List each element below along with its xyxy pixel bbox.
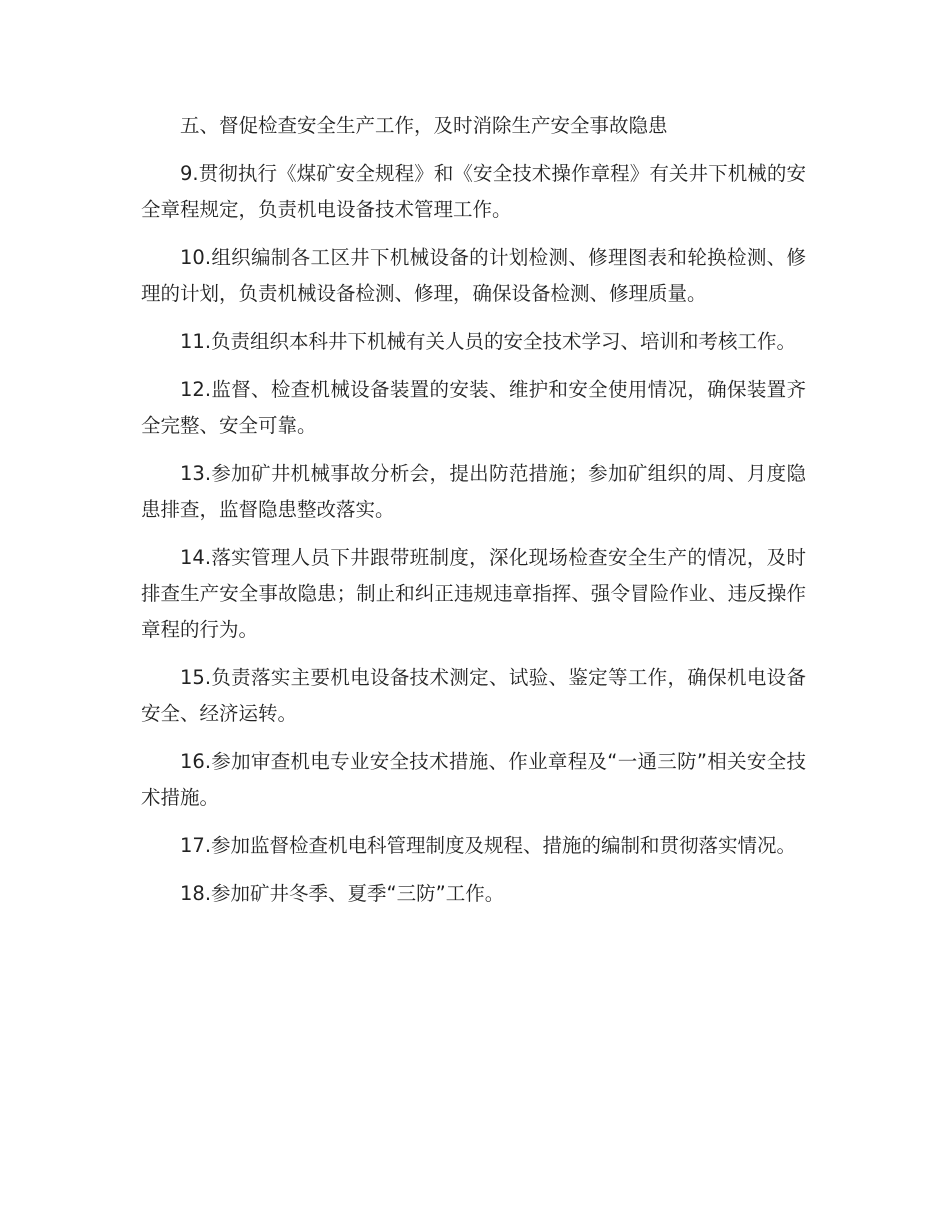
paragraph-item-11: 11.负责组织本科井下机械有关人员的安全技术学习、培训和考核工作。 [180, 330, 797, 353]
paragraph-item-16: 16.参加审查机电专业安全技术措施、作业章程及“一通三防”相关安全技术措施。 [141, 750, 806, 809]
paragraph-item-13: 13.参加矿井机械事故分析会，提出防范措施；参加矿组织的周、月度隐患排查，监督隐患整改落实。 [141, 462, 806, 521]
paragraph-item-14: 14.落实管理人员下井跟带班制度，深化现场检查安全生产的情况，及时排查生产安全事故隐患；制止和纠正违规违章指挥、强令冒险作业、违反操作章程的行为。 [141, 546, 806, 641]
paragraph-item-17: 17.参加监督检查机电科管理制度及规程、措施的编制和贯彻落实情况。 [180, 834, 797, 857]
paragraph-item-10: 10.组织编制各工区井下机械设备的计划检测、修理图表和轮换检测、修理的计划，负责机械设备检测、修理，确保设备检测、修理质量。 [141, 246, 806, 305]
paragraph-item-9: 9.贯彻执行《煤矿安全规程》和《安全技术操作章程》有关井下机械的安全章程规定，负责机电设备技术管理工作。 [141, 162, 806, 221]
paragraph-item-18: 18.参加矿井冬季、夏季“三防”工作。 [180, 882, 505, 905]
paragraph-item-12: 12.监督、检查机械设备装置的安装、维护和安全使用情况，确保装置齐全完整、安全可靠。 [141, 378, 806, 437]
section-heading-5: 五、督促检查安全生产工作，及时消除生产安全事故隐患 [180, 114, 668, 137]
document-body [141, 108, 806, 924]
paragraph-item-15: 15.负责落实主要机电设备技术测定、试验、鉴定等工作，确保机电设备安全、经济运转。 [141, 666, 806, 725]
